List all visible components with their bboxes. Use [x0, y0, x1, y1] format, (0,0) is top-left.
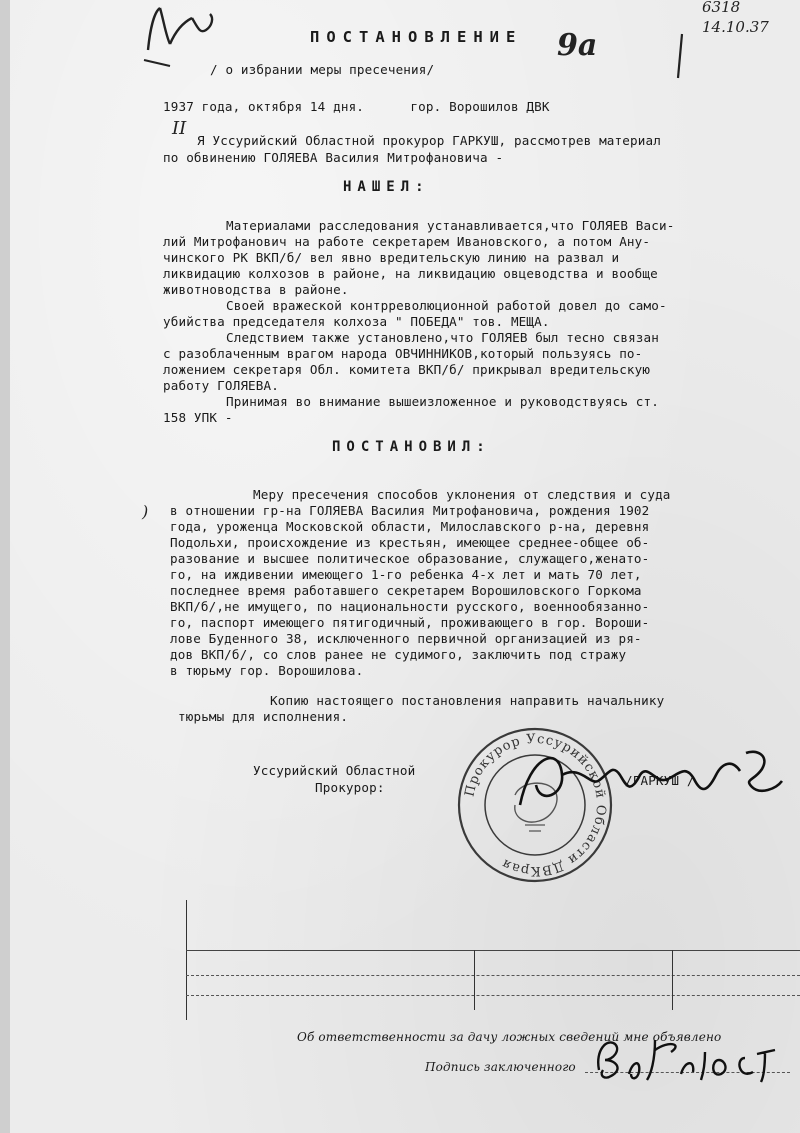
signatory-title: Прокурор:	[315, 780, 385, 795]
prisoner-signature-label: Подпись заключенного	[425, 1060, 576, 1074]
page-edge	[0, 0, 10, 1133]
body-line: ВКП/б/,не имущего, по национальности русского, военнообязанно-	[170, 599, 650, 614]
body-line: го, на иждивении имеющего 1-го ребенка 4-х лет и мать 70 лет,	[170, 567, 642, 582]
signatory-name: /ГАРКУШ /	[625, 773, 695, 788]
section-heading-resolved: ПОСТАНОВИЛ:	[332, 439, 491, 455]
body-line: животноводства в районе.	[163, 282, 349, 297]
body-line: года, уроженца Московской области, Милославского р-на, деревня	[170, 519, 650, 534]
body-line: ликвидацию колхозов в районе, на ликвидацию овцеводства и вообще	[163, 266, 658, 281]
body-line: разование и высшее политическое образование, служащего,женато-	[170, 551, 650, 566]
body-line: с разоблаченным врагом народа ОВЧИННИКОВ,который пользуясь по-	[163, 346, 643, 361]
handwritten-date: 14.10.37	[702, 18, 769, 36]
intro-line: Я Уссурийский Областной прокурор ГАРКУШ, рассмотрев материал	[197, 133, 661, 148]
responsibility-statement: Об ответственности за дачу ложных сведений мне объявлено	[297, 1030, 722, 1044]
body-line: го, паспорт имеющего пятигодичный, проживающего в гор. Вороши-	[170, 615, 650, 630]
section-heading-found: НАШЕЛ:	[343, 179, 430, 195]
date-place-line: 1937 года, октября 14 дня. гор. Ворошилов ДВК	[163, 99, 550, 114]
form-rule	[186, 900, 187, 1020]
body-line: Материалами расследования устанавливается,что ГОЛЯЕВ Васи-	[226, 218, 675, 233]
form-rule	[186, 950, 800, 951]
handwritten-case-number: 6318	[702, 0, 741, 16]
handwritten-annotation-top-left	[140, 0, 225, 70]
body-line: Следствием также установлено,что ГОЛЯЕВ был тесно связан	[226, 330, 659, 345]
form-rule	[474, 950, 475, 1010]
prisoner-signature	[585, 1030, 785, 1090]
margin-mark: )	[142, 502, 149, 521]
form-rule	[186, 975, 800, 976]
body-line: Меру пресечения способов уклонения от следствия и суда	[253, 487, 671, 502]
margin-mark: II	[172, 118, 187, 139]
body-line: в отношении гр-на ГОЛЯЕВА Василия Митрофановича, рождения 1902	[170, 503, 650, 518]
body-line: работу ГОЛЯЕВА.	[163, 378, 279, 393]
copy-instruction: Копию настоящего постановления направить начальнику	[270, 693, 665, 708]
body-line: убийства председателя колхоза " ПОБЕДА" тов. МЕЩА.	[163, 314, 550, 329]
body-line: лий Митрофанович на работе секретарем Ивановского, а потом Ану-	[163, 234, 651, 249]
form-rule	[186, 995, 800, 996]
copy-instruction: тюрьмы для исполнения.	[178, 709, 349, 724]
signatory-title: Уссурийский Областной	[253, 763, 416, 778]
body-line: Своей вражеской контрреволюционной работой довел до само-	[226, 298, 667, 313]
document-title: ПОСТАНОВЛЕНИЕ	[310, 28, 523, 46]
body-line: Подольхи, происхождение из крестьян, имеющее среднее-общее об-	[170, 535, 650, 550]
body-line: в тюрьму гор. Ворошилова.	[170, 663, 364, 678]
seal-lettering: Прокурор Уссурийской Области ДВКрая	[462, 731, 609, 879]
intro-line: по обвинению ГОЛЯЕВА Василия Митрофановича -	[163, 150, 504, 165]
prosecutor-signature	[500, 735, 790, 825]
body-line: ложением секретаря Обл. комитета ВКП/б/ прикрывал вредительскую	[163, 362, 651, 377]
handwritten-stroke	[670, 32, 690, 82]
body-line: 158 УПК -	[163, 410, 233, 425]
body-line: последнее время работавшего секретарем Ворошиловского Горкома	[170, 583, 642, 598]
body-line: лове Буденного 38, исключенного первичной организацией из ря-	[170, 631, 642, 646]
body-line: Принимая во внимание вышеизложенное и руководствуясь ст.	[226, 394, 659, 409]
handwritten-page-number: 9а	[557, 28, 598, 63]
document-subtitle: / о избрании меры пресечения/	[210, 62, 435, 77]
body-line: чинского РК ВКП/б/ вел явно вредительскую линию на развал и	[163, 250, 620, 265]
body-line: дов ВКП/б/, со слов ранее не судимого, заключить под стражу	[170, 647, 627, 662]
form-rule	[672, 950, 673, 1010]
